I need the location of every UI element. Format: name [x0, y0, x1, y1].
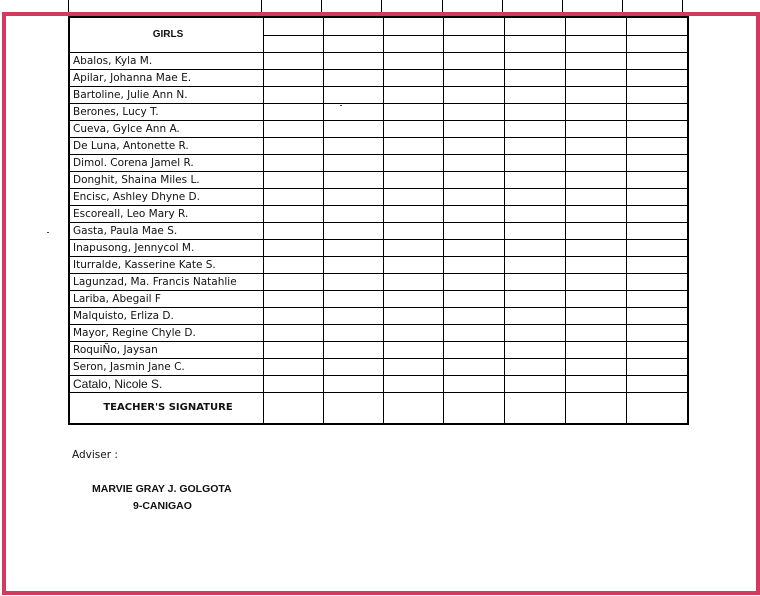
- mark-cell: [384, 155, 444, 172]
- mark-cell: [384, 70, 444, 87]
- mark-cell: [444, 138, 505, 155]
- mark-cell: [627, 291, 689, 308]
- mark-cell: [444, 189, 505, 206]
- table-row: [69, 104, 688, 121]
- mark-cell: [505, 35, 566, 53]
- mark-cell: [627, 189, 689, 206]
- mark-cell: [627, 274, 689, 291]
- mark-cell: [505, 240, 566, 257]
- mark-cell: [264, 189, 324, 206]
- mark-cell: [264, 257, 324, 274]
- student-name: De Luna, Antonette R.: [69, 138, 264, 155]
- mark-cell: [566, 189, 627, 206]
- mark-cell: [324, 35, 384, 53]
- mark-cell: [505, 291, 566, 308]
- mark-cell: [566, 155, 627, 172]
- student-name: Berones, Lucy T.: [69, 104, 264, 121]
- mark-cell: [505, 138, 566, 155]
- mark-cell: [264, 291, 324, 308]
- mark-cell: [444, 342, 505, 359]
- mark-cell: [627, 53, 689, 70]
- mark-cell: [264, 240, 324, 257]
- group-header: GIRLS: [69, 17, 264, 53]
- attendance-table: [68, 16, 689, 425]
- table-row: [69, 189, 688, 206]
- mark-cell: [384, 240, 444, 257]
- table-row: [69, 53, 688, 70]
- mark-cell: [324, 87, 384, 104]
- scan-speck: [47, 232, 49, 233]
- mark-cell: [384, 223, 444, 240]
- mark-cell: [384, 53, 444, 70]
- table-row: [69, 308, 688, 325]
- mark-cell: [566, 274, 627, 291]
- mark-cell: [384, 257, 444, 274]
- student-name: Seron, Jasmin Jane C.: [69, 359, 264, 376]
- mark-cell: [566, 342, 627, 359]
- mark-cell: [384, 172, 444, 189]
- mark-cell: [566, 206, 627, 223]
- mark-cell: [324, 53, 384, 70]
- table-row: [69, 342, 688, 359]
- mark-cell: [566, 17, 627, 35]
- mark-cell: [627, 342, 689, 359]
- mark-cell: [566, 325, 627, 342]
- mark-cell: [264, 87, 324, 104]
- student-name: Mayor, Regine Chyle D.: [69, 325, 264, 342]
- student-name: Inapusong, Jennycol M.: [69, 240, 264, 257]
- student-name: Dimol. Corena Jamel R.: [69, 155, 264, 172]
- mark-cell: [384, 138, 444, 155]
- mark-cell: [384, 291, 444, 308]
- mark-cell: [384, 393, 444, 425]
- mark-cell: [324, 257, 384, 274]
- table-row: [69, 325, 688, 342]
- mark-cell: [264, 342, 324, 359]
- mark-cell: [444, 308, 505, 325]
- mark-cell: [264, 359, 324, 376]
- mark-cell: [384, 274, 444, 291]
- mark-cell: [566, 223, 627, 240]
- mark-cell: [566, 308, 627, 325]
- scan-speck: [340, 105, 342, 106]
- mark-cell: [264, 17, 324, 35]
- mark-cell: [324, 376, 384, 393]
- mark-cell: [505, 87, 566, 104]
- mark-cell: [264, 35, 324, 53]
- mark-cell: [324, 17, 384, 35]
- student-name: Encisc, Ashley Dhyne D.: [69, 189, 264, 206]
- mark-cell: [324, 274, 384, 291]
- mark-cell: [505, 274, 566, 291]
- mark-cell: [505, 53, 566, 70]
- table-row: [69, 138, 688, 155]
- mark-cell: [627, 257, 689, 274]
- mark-cell: [264, 104, 324, 121]
- mark-cell: [566, 393, 627, 425]
- mark-cell: [324, 189, 384, 206]
- mark-cell: [444, 121, 505, 138]
- table-row: [69, 70, 688, 87]
- mark-cell: [627, 104, 689, 121]
- mark-cell: [627, 240, 689, 257]
- mark-cell: [444, 206, 505, 223]
- table-row: [69, 240, 688, 257]
- mark-cell: [566, 138, 627, 155]
- mark-cell: [324, 206, 384, 223]
- mark-cell: [384, 189, 444, 206]
- mark-cell: [384, 206, 444, 223]
- mark-cell: [444, 53, 505, 70]
- mark-cell: [264, 172, 324, 189]
- mark-cell: [444, 376, 505, 393]
- mark-cell: [444, 274, 505, 291]
- mark-cell: [264, 206, 324, 223]
- mark-cell: [264, 155, 324, 172]
- table-row: [69, 223, 688, 240]
- table-row: [69, 121, 688, 138]
- mark-cell: [444, 87, 505, 104]
- mark-cell: [324, 291, 384, 308]
- mark-cell: [627, 325, 689, 342]
- mark-cell: [444, 325, 505, 342]
- table-row: [69, 359, 688, 376]
- mark-cell: [505, 359, 566, 376]
- mark-cell: [264, 223, 324, 240]
- mark-cell: [264, 53, 324, 70]
- mark-cell: [444, 359, 505, 376]
- mark-cell: [627, 223, 689, 240]
- mark-cell: [384, 121, 444, 138]
- mark-cell: [264, 308, 324, 325]
- student-name: RoquiÑo, Jaysan: [69, 342, 264, 359]
- mark-cell: [324, 172, 384, 189]
- mark-cell: [444, 104, 505, 121]
- mark-cell: [444, 17, 505, 35]
- table-row: [69, 291, 688, 308]
- table-row: [69, 257, 688, 274]
- mark-cell: [324, 155, 384, 172]
- mark-cell: [384, 17, 444, 35]
- mark-cell: [566, 376, 627, 393]
- mark-cell: [505, 308, 566, 325]
- mark-cell: [324, 70, 384, 87]
- student-name: Apilar, Johanna Mae E.: [69, 70, 264, 87]
- mark-cell: [505, 376, 566, 393]
- mark-cell: [384, 325, 444, 342]
- mark-cell: [627, 138, 689, 155]
- mark-cell: [444, 70, 505, 87]
- student-name: Escoreall, Leo Mary R.: [69, 206, 264, 223]
- mark-cell: [505, 70, 566, 87]
- mark-cell: [627, 308, 689, 325]
- mark-cell: [444, 291, 505, 308]
- table-row: [69, 155, 688, 172]
- mark-cell: [566, 257, 627, 274]
- mark-cell: [384, 35, 444, 53]
- mark-cell: [444, 223, 505, 240]
- adviser-section: 9-CANIGAO: [133, 500, 192, 512]
- mark-cell: [505, 342, 566, 359]
- mark-cell: [324, 342, 384, 359]
- mark-cell: [444, 35, 505, 53]
- mark-cell: [324, 223, 384, 240]
- mark-cell: [264, 70, 324, 87]
- mark-cell: [566, 359, 627, 376]
- mark-cell: [324, 121, 384, 138]
- student-name: Lagunzad, Ma. Francis Natahlie: [69, 274, 264, 291]
- cropped-header-strip: [68, 0, 683, 12]
- table-row: [69, 376, 688, 393]
- mark-cell: [264, 393, 324, 425]
- student-name: Malquisto, Erliza D.: [69, 308, 264, 325]
- mark-cell: [627, 35, 689, 53]
- mark-cell: [505, 325, 566, 342]
- mark-cell: [505, 223, 566, 240]
- mark-cell: [384, 308, 444, 325]
- mark-cell: [264, 121, 324, 138]
- mark-cell: [627, 155, 689, 172]
- mark-cell: [384, 376, 444, 393]
- mark-cell: [566, 35, 627, 53]
- mark-cell: [505, 206, 566, 223]
- mark-cell: [566, 104, 627, 121]
- mark-cell: [444, 172, 505, 189]
- mark-cell: [324, 393, 384, 425]
- student-name: Donghit, Shaina Miles L.: [69, 172, 264, 189]
- mark-cell: [384, 359, 444, 376]
- mark-cell: [264, 274, 324, 291]
- mark-cell: [566, 240, 627, 257]
- mark-cell: [627, 87, 689, 104]
- mark-cell: [505, 189, 566, 206]
- mark-cell: [505, 155, 566, 172]
- student-name: Iturralde, Kasserine Kate S.: [69, 257, 264, 274]
- mark-cell: [627, 121, 689, 138]
- mark-cell: [324, 104, 384, 121]
- student-name: Cueva, Gylce Ann A.: [69, 121, 264, 138]
- adviser-name: MARVIE GRAY J. GOLGOTA: [92, 483, 232, 495]
- mark-cell: [384, 87, 444, 104]
- mark-cell: [444, 240, 505, 257]
- teacher-signature-label: TEACHER'S SIGNATURE: [69, 393, 264, 425]
- mark-cell: [566, 291, 627, 308]
- mark-cell: [324, 325, 384, 342]
- mark-cell: [566, 87, 627, 104]
- mark-cell: [264, 138, 324, 155]
- mark-cell: [627, 70, 689, 87]
- table-row: [69, 87, 688, 104]
- table-row: [69, 206, 688, 223]
- mark-cell: [384, 342, 444, 359]
- mark-cell: [627, 376, 689, 393]
- mark-cell: [444, 393, 505, 425]
- mark-cell: [505, 121, 566, 138]
- mark-cell: [505, 257, 566, 274]
- mark-cell: [566, 70, 627, 87]
- mark-cell: [566, 121, 627, 138]
- mark-cell: [384, 104, 444, 121]
- mark-cell: [324, 359, 384, 376]
- mark-cell: [444, 155, 505, 172]
- mark-cell: [444, 257, 505, 274]
- mark-cell: [627, 172, 689, 189]
- mark-cell: [566, 53, 627, 70]
- mark-cell: [264, 325, 324, 342]
- table-row: [69, 274, 688, 291]
- student-name: Gasta, Paula Mae S.: [69, 223, 264, 240]
- mark-cell: [505, 104, 566, 121]
- mark-cell: [566, 172, 627, 189]
- mark-cell: [324, 308, 384, 325]
- mark-cell: [505, 393, 566, 425]
- mark-cell: [627, 393, 689, 425]
- mark-cell: [627, 359, 689, 376]
- table-row: [69, 172, 688, 189]
- mark-cell: [627, 17, 689, 35]
- mark-cell: [264, 376, 324, 393]
- mark-cell: [324, 138, 384, 155]
- adviser-label: Adviser :: [72, 449, 118, 461]
- student-name: Catalo, Nicole S.: [69, 376, 264, 393]
- student-name: Abalos, Kyla M.: [69, 53, 264, 70]
- student-name: Lariba, Abegail F: [69, 291, 264, 308]
- mark-cell: [627, 206, 689, 223]
- mark-cell: [324, 240, 384, 257]
- mark-cell: [505, 172, 566, 189]
- mark-cell: [505, 17, 566, 35]
- student-name: Bartoline, Julie Ann N.: [69, 87, 264, 104]
